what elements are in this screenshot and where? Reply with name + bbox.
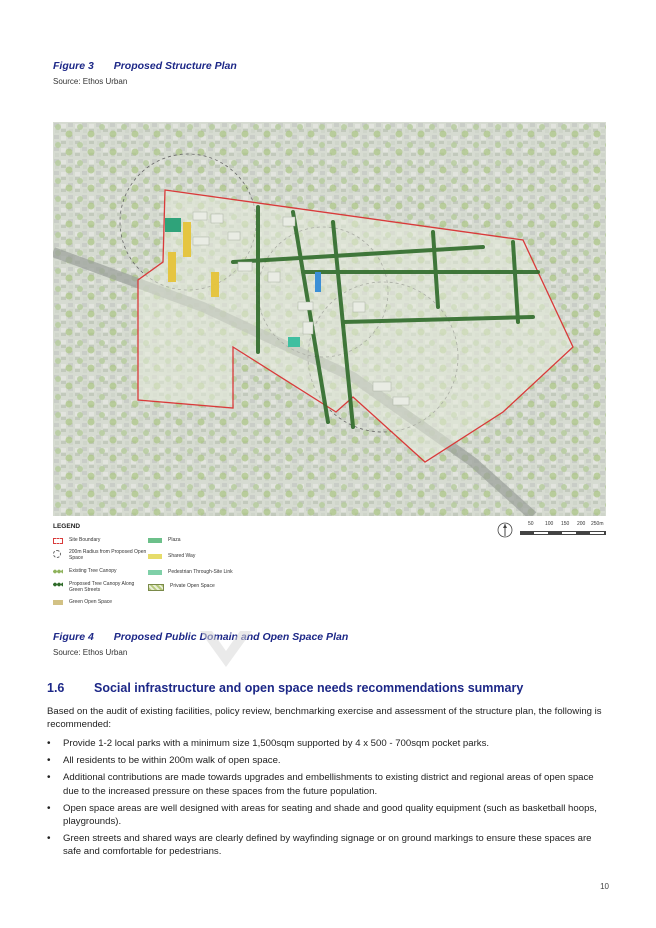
list-item: • Additional contributions are made towards upgrades and embellishments to existing district and regional areas of open space due to the increased pressure on these spaces from the future population. [47,771,607,797]
figure-3-title: Proposed Structure Plan [113,60,237,72]
figure-3-label: Figure 3 [53,60,94,72]
legend-item-through-site-link: Pedestrian Through-Site Link [148,569,258,575]
legend-item-private-open-space: Private Open Space [148,583,258,591]
section-title: Social infrastructure and open space needs recommendations summary [94,681,524,695]
recommendations-list [47,737,607,863]
chevron-watermark-icon [196,629,256,671]
dashed-red-box-icon [53,538,63,544]
tan-bar-icon [53,600,63,605]
structure-plan-map [53,122,606,516]
section-number: 1.6 [47,681,65,695]
legend-title: LEGEND [53,523,81,530]
section-intro: Based on the audit of existing facilities, policy review, benchmarking exercise and assessment of the structure plan, the following is recommended: [47,706,602,731]
legend-item-site-boundary: Site Boundary [53,537,143,544]
hatched-bar-icon [148,584,164,591]
dark-green-dots-icon [53,582,63,587]
page-number: 10 [600,882,609,891]
list-item: • Provide 1-2 local parks with a minimum size 1,500sqm supported by 4 x 500 - 700sqm pocket parks. [47,737,607,750]
green-bar-icon [148,538,162,543]
legend-item-proposed-canopy: Proposed Tree Canopy Along Green Streets [53,581,148,593]
figure-4-title: Proposed Public Domain and Open Space Plan [113,631,349,643]
mint-bar-icon [148,570,162,575]
aerial-map-graphic [53,122,606,516]
legend-item-plaza: Plaza [148,537,258,543]
figure-4-source: Source: Ethos Urban [53,648,128,657]
scale-bar: 50 100 150 200 250m [520,521,608,541]
figure-3-caption [53,60,237,72]
list-item: • Open space areas are well designed with areas for seating and shade and good quality equipment (such as basketball hoops, playgrounds). [47,802,607,828]
dashed-circle-icon [53,550,61,558]
figure-4-label: Figure 4 [53,631,94,643]
legend-item-existing-canopy: Existing Tree Canopy [53,568,148,574]
list-item: • All residents to be within 200m walk of open space. [47,754,607,767]
legend-item-green-open-space: Green Open Space [53,599,148,605]
legend-item-radius: 200m Radius from Proposed Open Space [53,549,148,561]
legend-item-shared-way: Shared Way [148,553,258,559]
list-item: • Green streets and shared ways are clearly defined by wayfinding signage or on ground markings to ensure these spaces are safe and comfortable for pedestrians. [47,832,607,858]
light-green-dots-icon [53,569,63,574]
yellow-bar-icon [148,554,162,559]
figure-3-source: Source: Ethos Urban [53,77,128,86]
north-arrow-icon [497,522,513,538]
section-heading [47,681,523,695]
